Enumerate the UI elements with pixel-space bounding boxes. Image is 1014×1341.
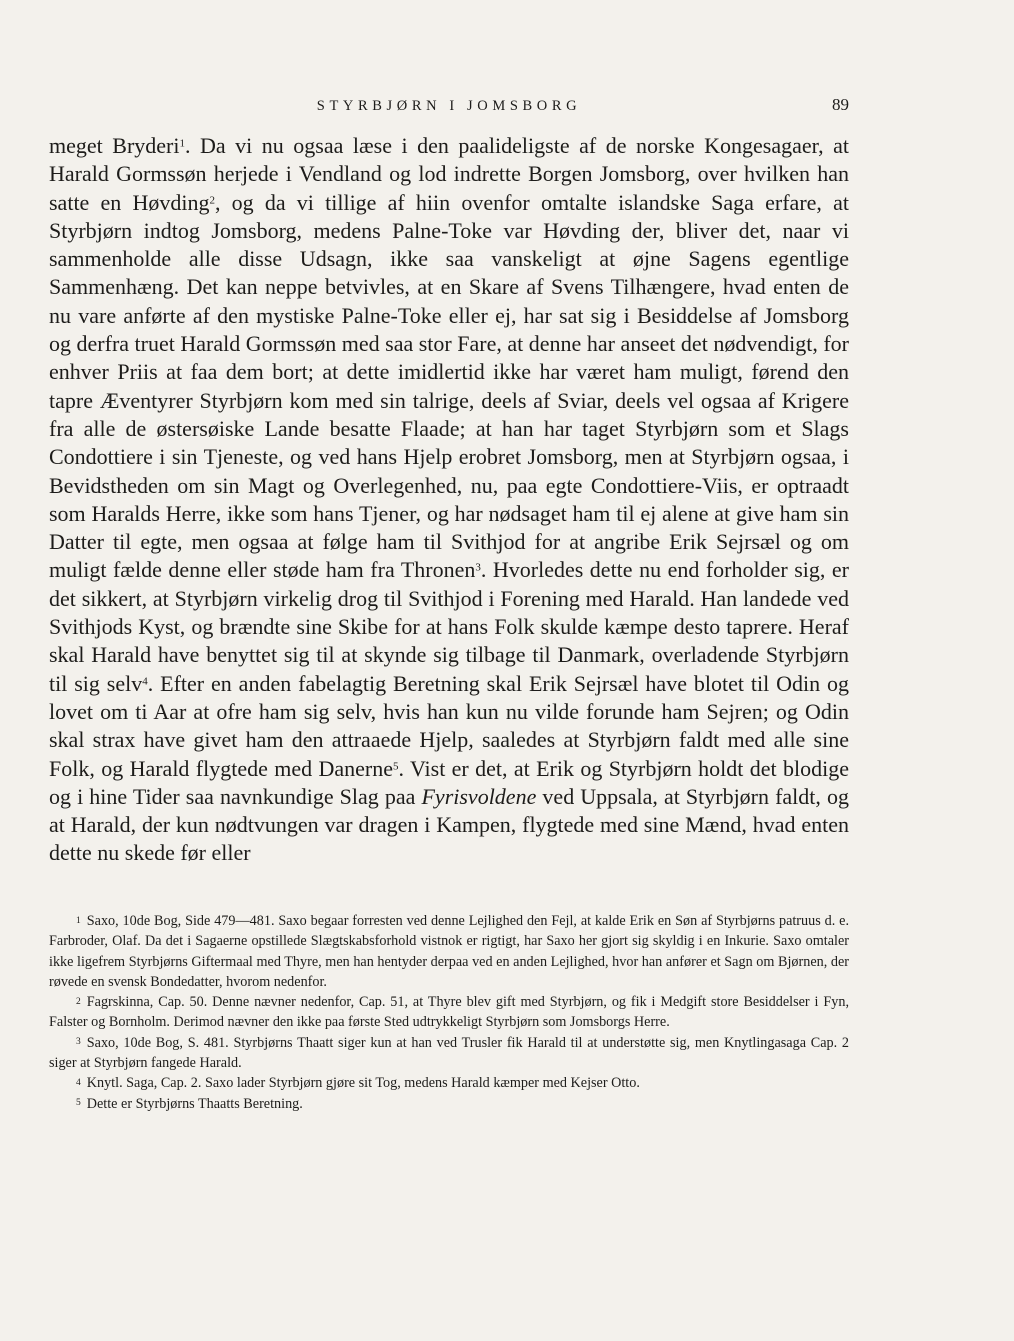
text-segment: . Hvorledes dette nu end forholder sig, er det sikkert, at Styrbjørn virkelig drog til Svithjod i Forening med Harald. Han landede ved Svithjods Kyst, og brændte sine Skibe for at hans Folk skulde kæmpe desto taprere. Heraf skal Harald have benyttet sig til at skynde sig tilbage til Danmark, overladende Styrbjørn til sig selv <box>49 557 849 696</box>
footnote-ref: 4 <box>142 675 148 688</box>
footnote <box>49 1033 849 1074</box>
main-paragraph <box>49 132 849 868</box>
text-segment: , og da vi tillige af hiin ovenfor omtalte islandske Saga erfare, at Styrbjørn indtog Jomsborg, medens Palne-Toke var Høvding der, bliver det, naar vi sammenholde alle disse Udsagn, ikke saa vanskeligt at øjne Sagens egentlige Sammenhæng. Det kan neppe betvivles, at en Skare af Svens Tilhængere, hvad enten de nu vare anførte af den mystiske Palne-Toke eller ej, har sat sig i Besiddelse af Jomsborg og derfra truet Harald Gormssøn med saa stor Fare, at denne har anseet det nødvendigt, for enhver Priis at faa dem bort; at dette imidlertid ikke har været ham muligt, førend den tapre Æventyrer Styrbjørn kom med sin talrige, deels af Sviar, deels vel ogsaa af Krigere fra alle de østersøiske Lande besatte Flaade; at han har taget Styrbjørn som et Slags Condottiere i sin Tjeneste, og ved hans Hjelp erobret Jomsborg, men at Styrbjørn ogsaa, i Bevidstheden om sin Magt og Overlegenhed, nu, paa egte Condottiere-Viis, er optraadt som Haralds Herre, ikke som hans Tjener, og har nødsaget ham til ej alene at give ham sin Datter til egte, men ogsaa at følge ham til Svithjod for at angribe Erik Sejrsæl og om muligt fælde denne eller støde ham fra Thronen <box>49 189 849 583</box>
footnote-marker: 1 <box>76 915 81 926</box>
footnotes <box>49 911 849 1114</box>
footnote-text: Fagrskinna, Cap. 50. Denne nævner nedenfor, Cap. 51, at Thyre blev gift med Styrbjørn, og fik i Medgift store Besiddelser i Fyn, Falster og Bornholm. Derimod nævner den ikke paa første Sted udtrykkeligt Styrbjørn som Jomsborgs Herre. <box>49 994 849 1031</box>
footnote-marker: 4 <box>76 1078 81 1088</box>
footnote-text: Saxo, 10de Bog, S. 481. Styrbjørns Thaatt siger kun at han ved Trusler fik Harald til at understøtte sig, men Knytlingasaga Cap. 2 siger at Styrbjørn fangede Harald. <box>49 1034 849 1072</box>
running-title: STYRBJØRN I JOMSBORG <box>316 98 582 114</box>
text-segment: . Vist er det, at Erik og Styrbjørn holdt det blodige og i hine Tider saa navnkundige Slag paa <box>49 755 849 809</box>
footnote-ref: 2 <box>209 194 215 206</box>
book-page <box>49 0 849 1341</box>
page-number: 89 <box>832 95 849 114</box>
footnote-ref: 1 <box>179 137 185 150</box>
place-name-italic: Fyrisvoldene <box>421 783 537 809</box>
footnote-ref: 3 <box>475 561 481 574</box>
text-segment: meget Bryderi <box>49 133 180 158</box>
footnote-text: Knytl. Saga, Cap. 2. Saxo lader Styrbjørn gjøre sit Tog, medens Harald kæmper med Kejser Otto. <box>86 1075 640 1092</box>
footnote <box>49 1073 849 1093</box>
footnote <box>49 992 849 1033</box>
footnote <box>49 911 849 992</box>
running-header <box>49 95 849 119</box>
text-segment: . Da vi nu ogsaa læse i den paalideligste af de norske Kongesagaer, at Harald Gormssøn herjede i Vendland og lod indrette Borgen Jomsborg, over hvilken han satte en Høvding <box>49 133 849 215</box>
text-segment: . Efter en anden fabelagtig Beretning skal Erik Sejrsæl have blotet til Odin og lovet om ti Aar at ofre ham sig selv, hvis han kun nu vilde forunde ham Sejren; og Odin skal strax have givet ham den attraaede Hjelp, saaledes at Styrbjørn faldt med alle sine Folk, og Harald flygtede med Danerne <box>49 670 849 781</box>
footnote-marker: 2 <box>76 996 81 1007</box>
footnote-ref: 5 <box>392 759 399 772</box>
footnote-text: Saxo, 10de Bog, Side 479—481. Saxo begaar forresten ved denne Lejlighed den Fejl, at kalde Erik en Søn af Styrbjørns patruus d. e. Farbroder, Olaf. Da det i Sagaerne opstillede Slægtskabsforhold vistnok er rigtigt, har Saxo her gjort sig skyldig i en Inkurie. Saxo omtaler ikke ligefrem Styrbjørns Giftermaal med Thyre, men han hentyder derpaa ved en anden Lejlighed, hvor han anfører et Sagn om Bjørnen, der røvede en svensk Bondedatter, hvorom nedenfor. <box>49 913 849 990</box>
footnote-marker: 5 <box>76 1098 81 1109</box>
footnote-marker: 3 <box>76 1037 81 1048</box>
footnote-text: Dette er Styrbjørns Thaatts Beretning. <box>86 1095 303 1112</box>
text-segment: ved Uppsala, at Styrbjørn faldt, og at Harald, der kun nødtvungen var dragen i Kampen, flygtede med sine Mænd, hvad enten dette nu skede før eller <box>49 783 849 866</box>
footnote <box>49 1094 849 1114</box>
